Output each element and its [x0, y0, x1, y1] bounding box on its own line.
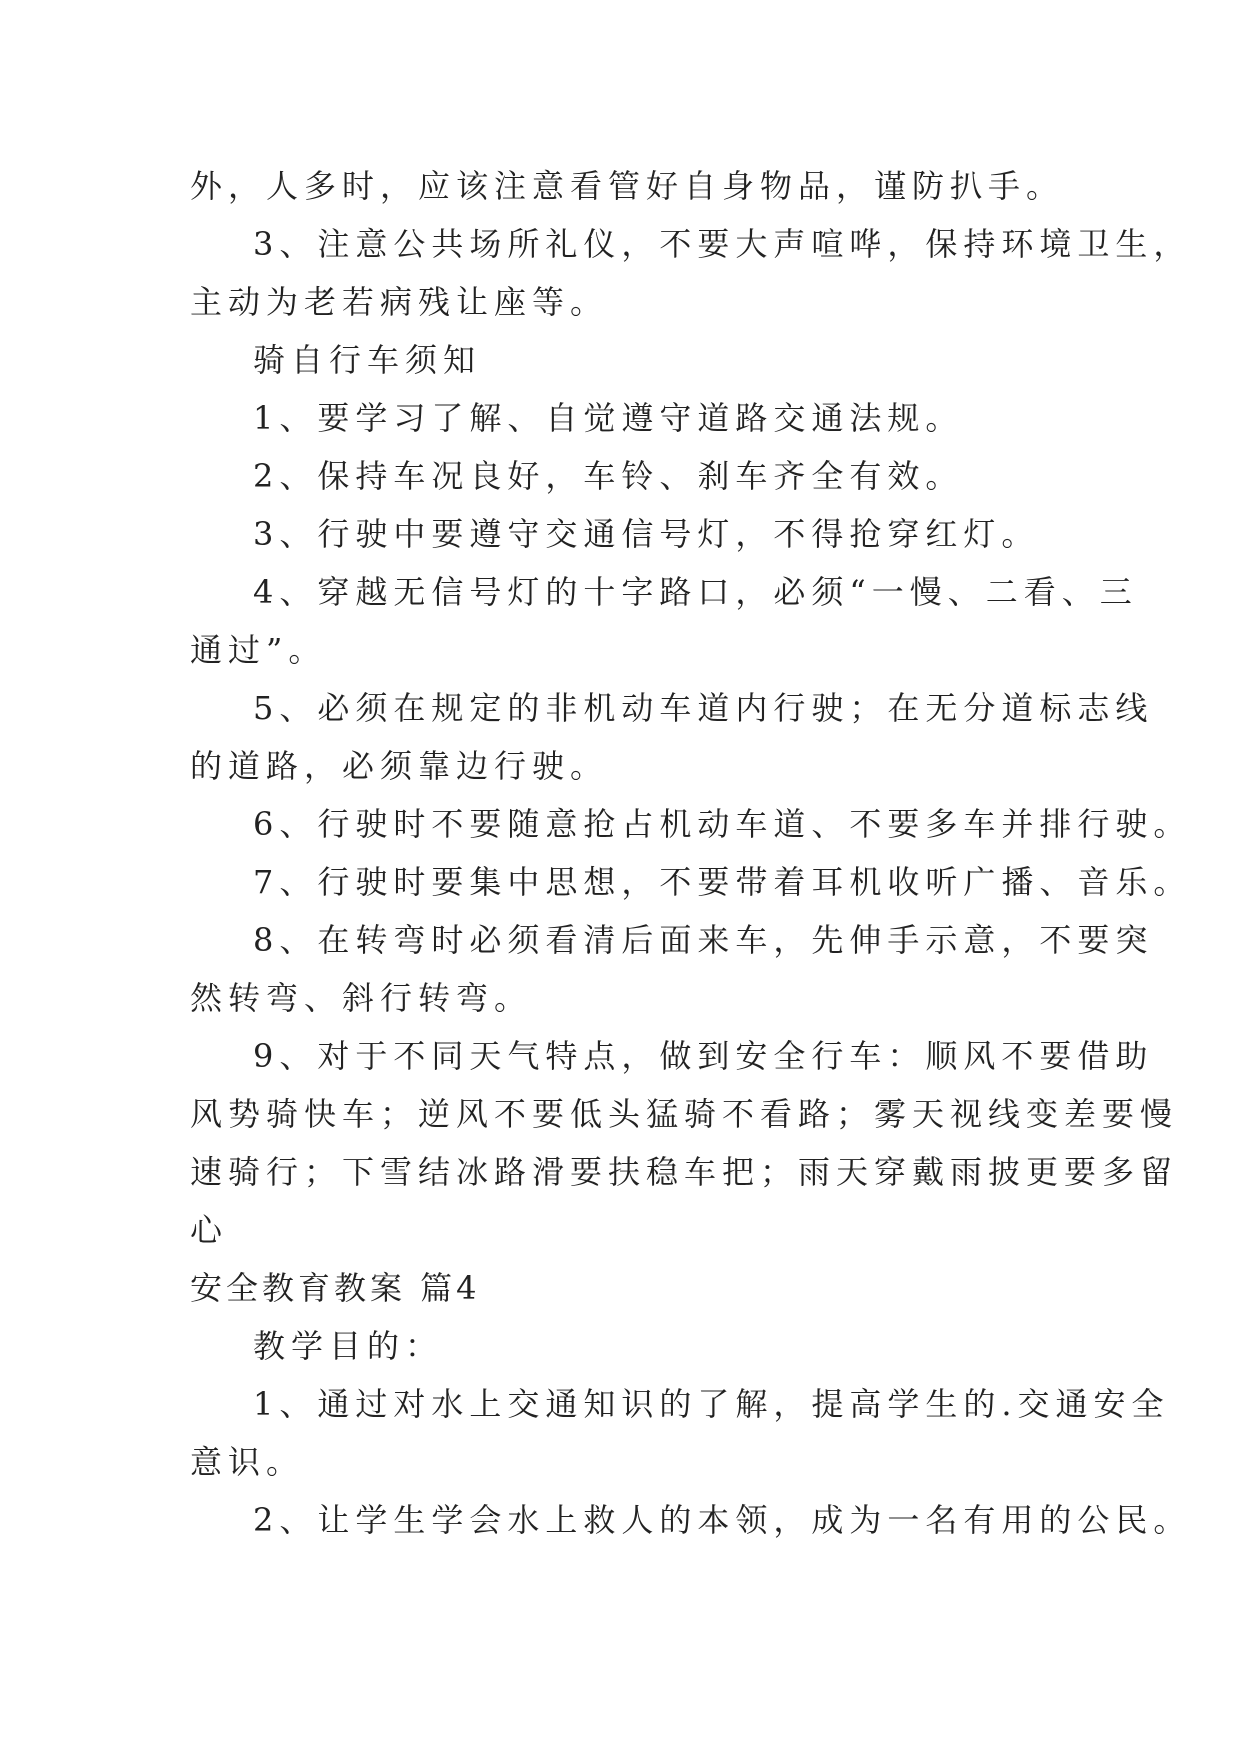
list-item-continuation: 然转弯、斜行转弯。: [190, 979, 533, 1017]
paragraph-line: 3、注意公共场所礼仪，不要大声喧哗，保持环境卫生，: [253, 225, 1192, 263]
subsection-heading: 教学目的：: [253, 1327, 444, 1365]
list-item: 1、通过对水上交通知识的了解，提高学生的.交通安全: [253, 1385, 1170, 1423]
list-item: 1、要学习了解、自觉遵守道路交通法规。: [253, 399, 964, 437]
list-item: 6、行驶时不要随意抢占机动车道、不要多车并排行驶。: [253, 805, 1192, 843]
list-item: 5、必须在规定的非机动车道内行驶；在无分道标志线: [253, 689, 1154, 727]
list-item-continuation: 风势骑快车；逆风不要低头猛骑不看路；雾天视线变差要慢: [190, 1095, 1179, 1133]
paragraph-line: 外，人多时，应该注意看管好自身物品，谨防扒手。: [190, 167, 1065, 205]
list-item-continuation: 速骑行；下雪结冰路滑要扶稳车把；雨天穿戴雨披更要多留: [190, 1153, 1179, 1191]
list-item: 2、保持车况良好，车铃、刹车齐全有效。: [253, 457, 964, 495]
list-item-continuation: 心: [190, 1211, 229, 1249]
list-item: 4、穿越无信号灯的十字路口，必须“一慢、二看、三: [253, 573, 1138, 611]
list-item: 2、让学生学会水上救人的本领，成为一名有用的公民。: [253, 1501, 1192, 1539]
paragraph-line: 主动为老若病残让座等。: [190, 283, 609, 321]
list-item-continuation: 通过”。: [190, 631, 327, 669]
section-heading: 骑自行车须知: [253, 341, 482, 379]
list-item-continuation: 意识。: [190, 1443, 305, 1481]
list-item-continuation: 的道路，必须靠边行驶。: [190, 747, 609, 785]
list-item: 9、对于不同天气特点，做到安全行车：顺风不要借助: [253, 1037, 1154, 1075]
section-title: 安全教育教案 篇4: [190, 1269, 481, 1307]
list-item: 7、行驶时要集中思想，不要带着耳机收听广播、音乐。: [253, 863, 1192, 901]
list-item: 3、行驶中要遵守交通信号灯，不得抢穿红灯。: [253, 515, 1040, 553]
list-item: 8、在转弯时必须看清后面来车，先伸手示意，不要突: [253, 921, 1154, 959]
